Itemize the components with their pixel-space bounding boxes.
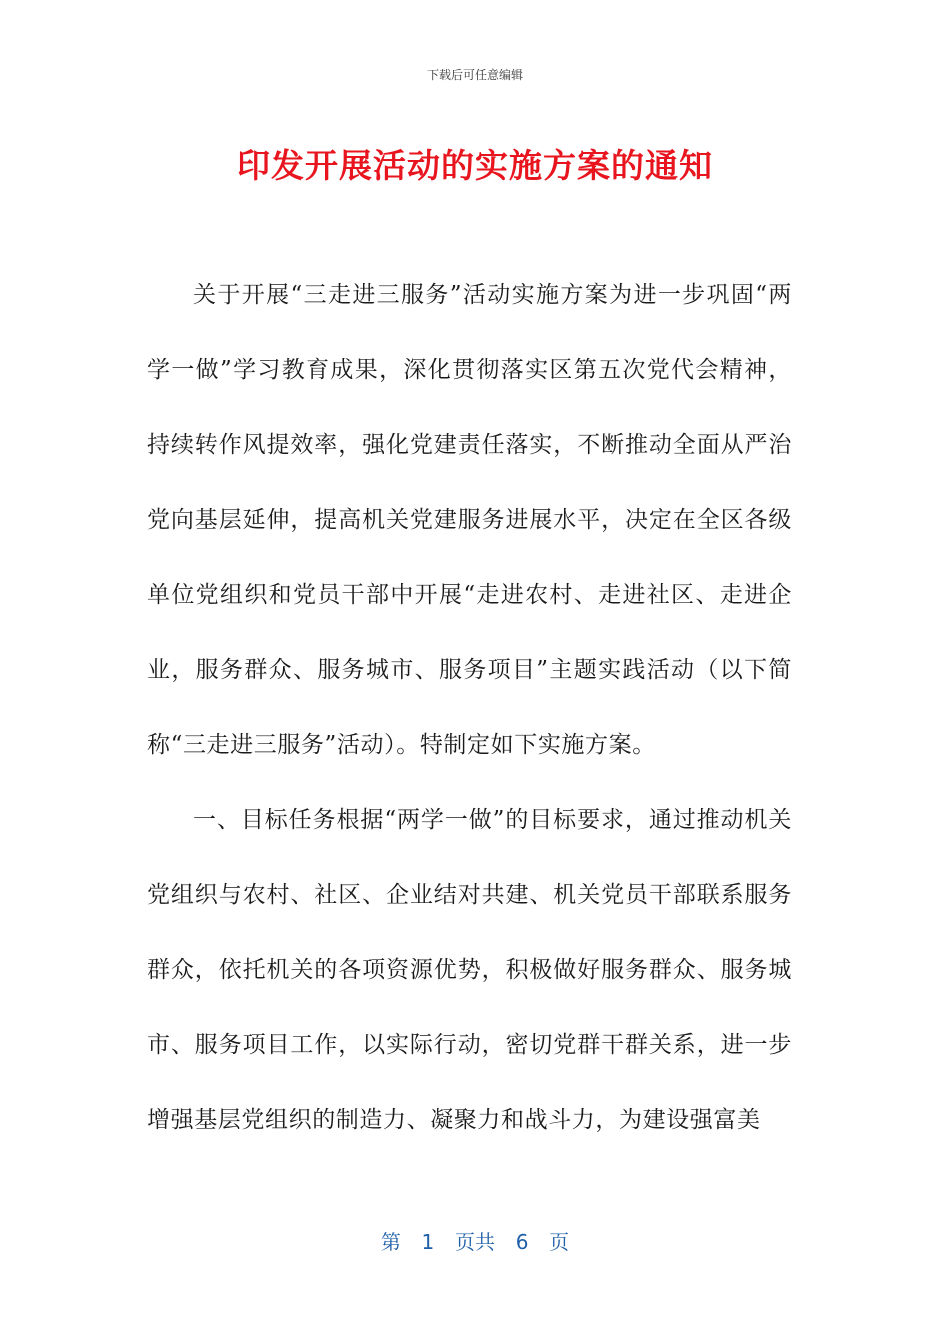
page-footer	[0, 1226, 950, 1255]
document-title: 印发开展活动的实施方案的通知	[237, 146, 713, 185]
paragraph-intro: 关于开展“三走进三服务”活动实施方案为进一步巩固“两学一做”学习教育成果，深化贯彻落实区第五次党代会精神，持续转作风提效率，强化党建责任落实，不断推动全面从严治党向基层延伸，提高机关党建服务进展水平，决定在全区各级单位党组织和党员干部中开展“走进农村、走进社区、走进企业，服务群众、服务城市、服务项目”主题实践活动（以下简称“三走进三服务”活动）。特制定如下实施方案。	[147, 282, 792, 758]
header-note: 下载后可任意编辑	[426, 68, 523, 82]
document-body	[147, 258, 792, 1158]
paragraph-goals: 一、目标任务根据“两学一做”的目标要求，通过推动机关党组织与农村、社区、企业结对共建、机关党员干部联系服务群众，依托机关的各项资源优势，积极做好服务群众、服务城市、服务项目工作，以实际行动，密切党群干群关系，进一步增强基层党组织的制造力、凝聚力和战斗力，为建设强富美	[147, 807, 792, 1133]
page-number: 第 1 页共 6 页	[380, 1230, 570, 1254]
